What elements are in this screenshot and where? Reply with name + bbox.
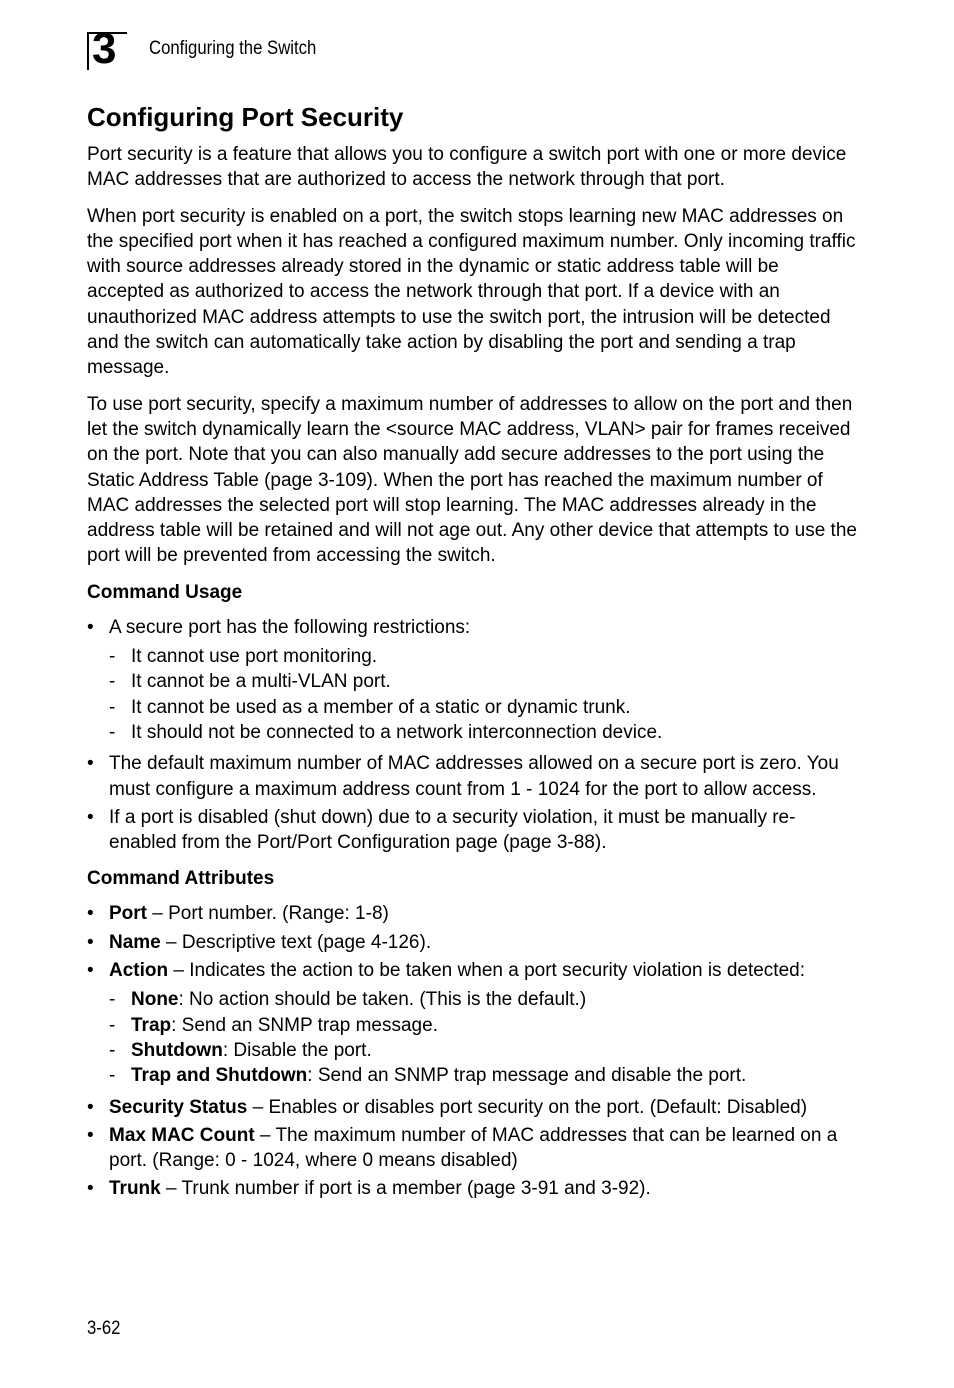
list-item <box>109 1063 857 1088</box>
option-term: Trap <box>131 1014 172 1036</box>
bullet-icon: • <box>87 616 94 638</box>
dash-icon: - <box>109 671 116 693</box>
attribute-description: – The maximum number of MAC addresses that can be learned on a port. (Range: 0 - 1024, where 0 means disabled) <box>109 1124 838 1172</box>
bullet-icon: • <box>87 1096 94 1118</box>
list-item <box>109 669 857 694</box>
list-item <box>109 695 857 720</box>
usage-paragraph: To use port security, specify a maximum number of addresses to allow on the port and then let the switch dynamically learn the <source MAC address, VLAN> pair for frames received on the port. Note that you can also manually add secure addresses to the port using the Static Address Table (page 3-109). When the port has reached the maximum number of MAC addresses the selected port will stop learning. The MAC addresses already in the address table will be retained and will not age out. Any other device that attempts to use the port will be prevented from accessing the switch. <box>87 393 857 567</box>
bullet-icon: • <box>87 931 94 953</box>
attribute-description: – Indicates the action to be taken when a port security violation is detected: <box>168 960 805 982</box>
list-item <box>109 1013 857 1038</box>
list-item-text: It cannot use port monitoring. <box>131 646 378 668</box>
attribute-description: – Enables or disables port security on the port. (Default: Disabled) <box>247 1096 808 1118</box>
list-item <box>109 720 857 745</box>
list-item-text: If a port is disabled (shut down) due to a security violation, it must be manually re-enabled from the Port/Port Configuration page (page 3-88). <box>109 806 796 854</box>
attribute-term: Name <box>109 931 161 953</box>
option-term: None <box>131 989 179 1011</box>
option-description: : Send an SNMP trap message. <box>171 1014 438 1036</box>
list-item-text: It cannot be a multi-VLAN port. <box>131 671 391 693</box>
dash-icon: - <box>109 1039 116 1061</box>
list-item <box>87 1176 857 1201</box>
list-item <box>87 958 857 1088</box>
list-item <box>87 751 857 802</box>
list-item <box>87 615 857 745</box>
attribute-term: Action <box>109 960 169 982</box>
list-item <box>109 987 857 1012</box>
behavior-paragraph: When port security is enabled on a port, the switch stops learning new MAC addresses on the specified port when it has reached a configured maximum number. Only incoming traffic with source addresses already stored in the dynamic or static address table will be accepted as authorized to access the network through that port. If a device with an unauthorized MAC address attempts to use the switch port, the intrusion will be detected and the switch can automatically take action by disabling the port and sending a trap message. <box>87 205 856 379</box>
bullet-icon: • <box>87 903 94 925</box>
list-item-text: A secure port has the following restrictions: <box>109 616 471 638</box>
attribute-term: Trunk <box>109 1178 161 1200</box>
attribute-term: Port <box>109 903 147 925</box>
option-description: : Send an SNMP trap message and disable the port. <box>307 1065 747 1087</box>
bullet-icon: • <box>87 806 94 828</box>
option-term: Shutdown <box>131 1039 223 1061</box>
page-number: 3-62 <box>87 1318 121 1339</box>
attribute-description: – Descriptive text (page 4-126). <box>160 931 432 953</box>
section-title: Configuring Port Security <box>87 102 404 132</box>
list-item-text: It should not be connected to a network interconnection device. <box>131 721 663 743</box>
command-usage-list <box>87 615 857 856</box>
dash-icon: - <box>109 1014 116 1036</box>
chapter-number: 3 <box>92 24 117 73</box>
option-description: : No action should be taken. (This is the default.) <box>178 989 587 1011</box>
list-item-text: The default maximum number of MAC addresses allowed on a secure port is zero. You must configure a maximum address count from 1 - 1024 for the port to allow access. <box>109 753 839 800</box>
list-item <box>87 805 857 856</box>
command-attributes-list <box>87 901 857 1201</box>
option-description: : Disable the port. <box>222 1039 372 1061</box>
bullet-icon: • <box>87 960 94 982</box>
list-item <box>109 1038 857 1063</box>
dash-icon: - <box>109 989 116 1011</box>
page-content <box>87 100 857 1213</box>
list-item <box>87 1123 857 1174</box>
dash-icon: - <box>109 646 116 668</box>
attribute-term: Security Status <box>109 1096 248 1118</box>
list-item <box>109 644 857 669</box>
list-item <box>87 901 857 926</box>
list-item <box>87 930 857 955</box>
bullet-icon: • <box>87 753 94 775</box>
command-usage-heading: Command Usage <box>87 581 243 603</box>
chapter-title: Configuring the Switch <box>149 38 317 59</box>
dash-icon: - <box>109 721 116 743</box>
bullet-icon: • <box>87 1178 94 1200</box>
list-item-text: It cannot be used as a member of a static or dynamic trunk. <box>131 696 631 718</box>
bullet-icon: • <box>87 1124 94 1146</box>
dash-icon: - <box>109 696 116 718</box>
list-item <box>87 1095 857 1120</box>
attribute-description: – Trunk number if port is a member (page 3-91 and 3-92). <box>160 1178 651 1200</box>
action-options-list <box>109 987 857 1088</box>
attribute-description: – Port number. (Range: 1-8) <box>147 903 389 925</box>
command-attributes-heading: Command Attributes <box>87 868 275 890</box>
restriction-list <box>109 644 857 745</box>
option-term: Trap and Shutdown <box>131 1065 308 1087</box>
intro-paragraph: Port security is a feature that allows you to configure a switch port with one or more device MAC addresses that are authorized to access the network through that port. <box>87 144 847 191</box>
dash-icon: - <box>109 1065 116 1087</box>
attribute-term: Max MAC Count <box>109 1124 255 1146</box>
